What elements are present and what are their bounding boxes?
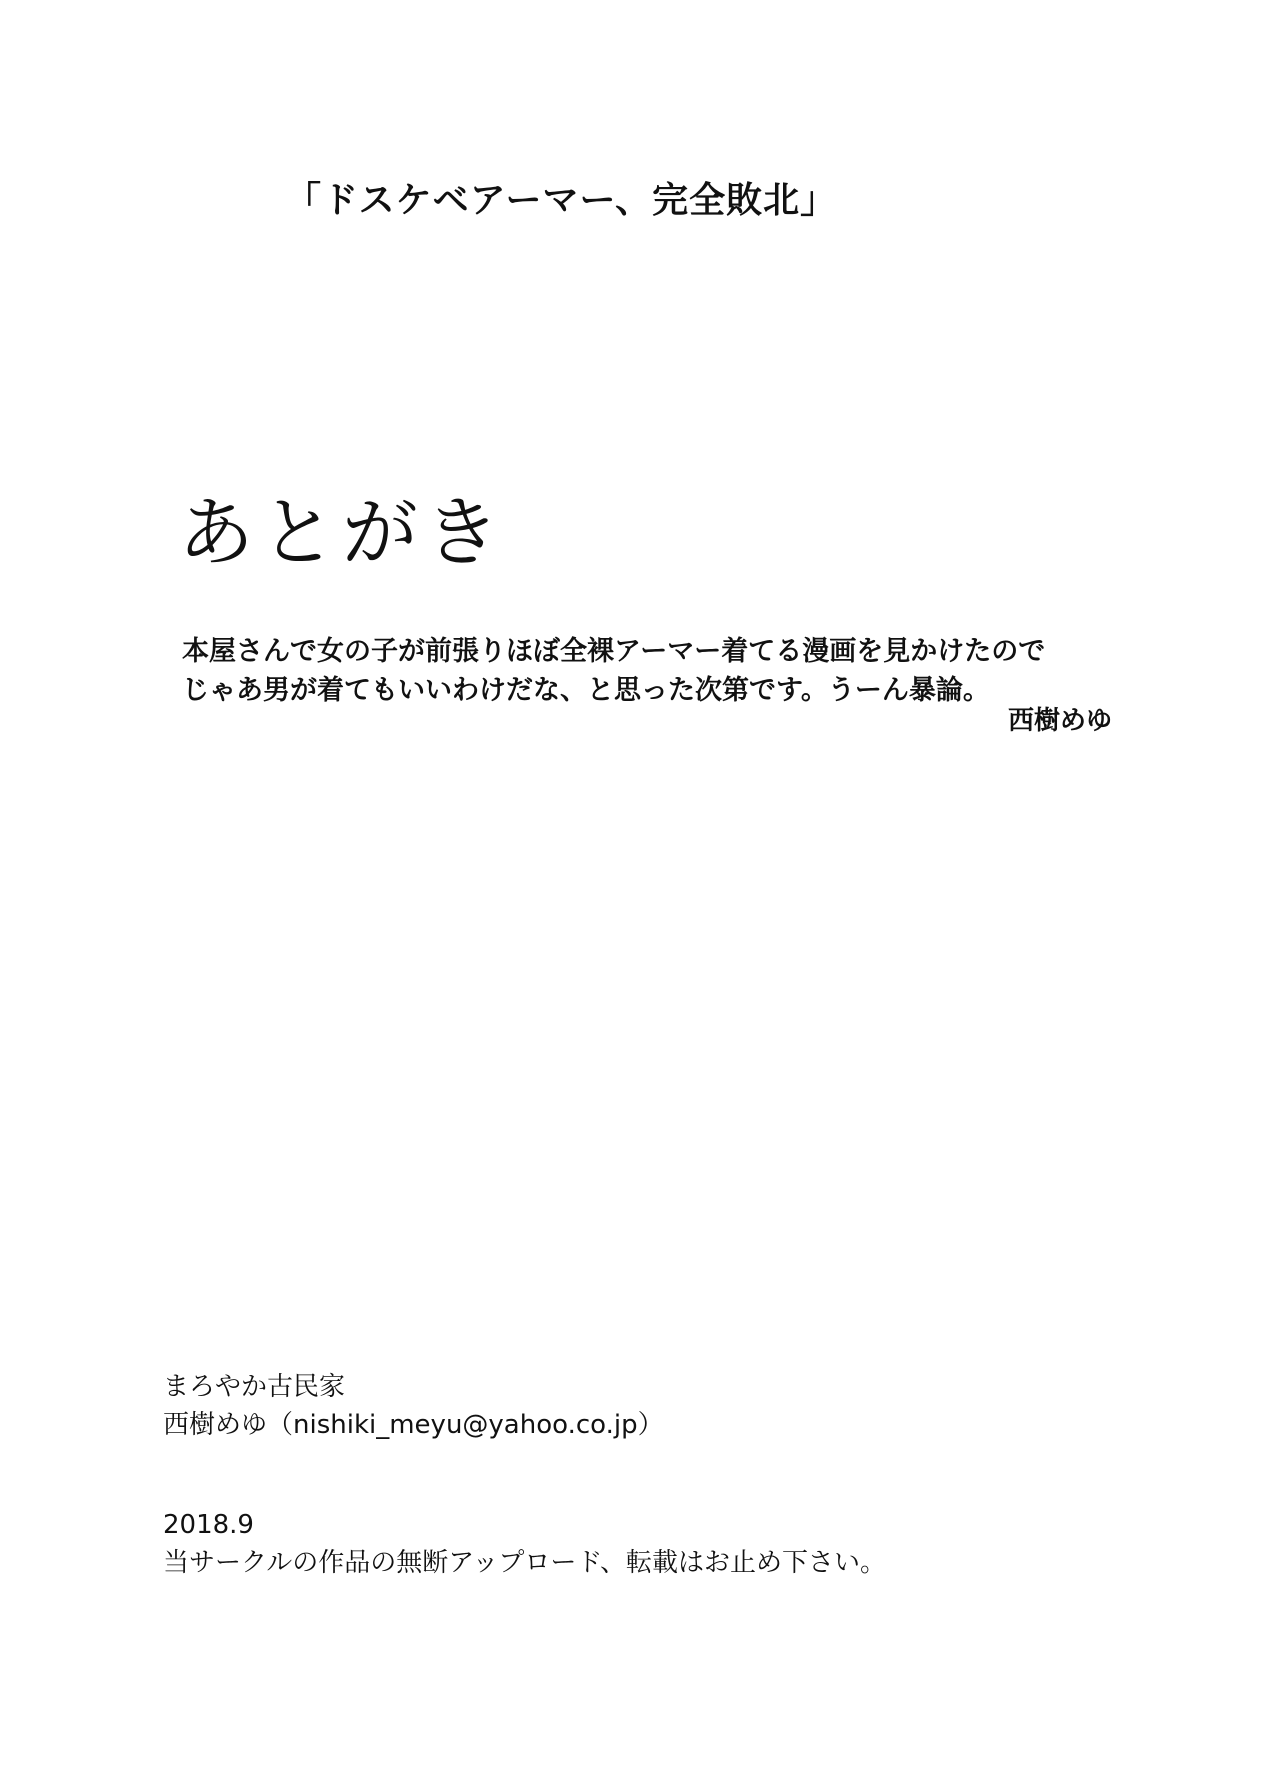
afterword-body	[182, 632, 1122, 710]
afterword-heading: あとがき	[178, 488, 506, 577]
publication-notice	[163, 1506, 886, 1582]
afterword-line: じゃあ男が着てもいいわけだな、と思った次第です。うーん暴論。	[182, 675, 990, 706]
afterword-signature: 西樹めゆ	[1007, 706, 1112, 736]
publication-date: 2018.9	[163, 1510, 254, 1540]
author-contact: 西樹めゆ（nishiki_meyu@yahoo.co.jp）	[163, 1410, 664, 1440]
work-title: 「ドスケベアーマー、完全敗北」	[285, 180, 838, 221]
reupload-warning: 当サークルの作品の無断アップロード、転載はお止め下さい。	[163, 1548, 887, 1578]
colophon	[163, 1368, 664, 1444]
afterword-line: 本屋さんで女の子が前張りほぼ全裸アーマー着てる漫画を見かけたので	[182, 636, 1046, 667]
circle-name: まろやか古民家	[163, 1372, 346, 1402]
